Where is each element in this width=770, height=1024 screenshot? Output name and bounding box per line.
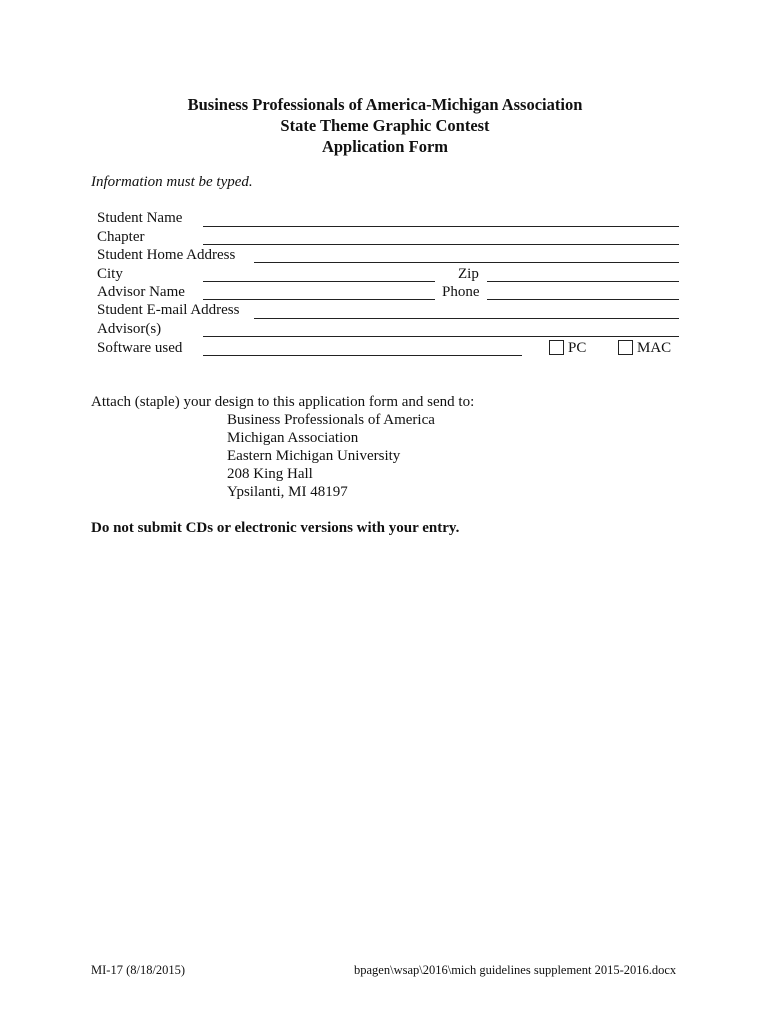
chapter-label: Chapter [97,229,145,245]
file-path-footer: bpagen\wsap\2016\mich guidelines supplement 2015-2016.docx [354,963,677,977]
student-name-field[interactable] [203,226,679,227]
address-line-city: Ypsilanti, MI 48197 [227,484,348,500]
chapter-field[interactable] [203,244,679,245]
pc-label: PC [568,340,587,356]
student-home-address-field[interactable] [254,262,679,263]
city-label: City [97,266,123,282]
advisors-label: Advisor(s) [97,321,162,337]
student-name-label: Student Name [97,210,183,226]
no-cd-warning: Do not submit CDs or electronic versions with your entry. [91,520,460,536]
mailing-instruction: Attach (staple) your design to this application form and send to: [91,394,475,410]
address-line-university: Eastern Michigan University [227,448,401,464]
address-line-building: 208 King Hall [227,466,313,482]
typed-instruction: Information must be typed. [91,174,253,190]
student-home-address-label: Student Home Address [97,247,236,263]
zip-field[interactable] [487,281,679,282]
address-line-organization: Business Professionals of America [227,412,435,428]
form-title-organization: Business Professionals of America-Michigan Association [187,95,583,114]
mac-label: MAC [637,340,672,356]
student-email-field[interactable] [254,318,679,319]
advisors-field[interactable] [203,336,679,337]
city-field[interactable] [203,281,435,282]
phone-label: Phone [442,284,480,300]
advisor-name-field[interactable] [203,299,435,300]
software-used-field[interactable] [203,355,522,356]
pc-checkbox[interactable] [549,340,564,355]
zip-label: Zip [458,266,479,282]
mac-checkbox[interactable] [618,340,633,355]
form-number-footer: MI-17 (8/18/2015) [91,963,186,977]
form-title-contest: State Theme Graphic Contest [280,116,490,135]
phone-field[interactable] [487,299,679,300]
student-email-label: Student E-mail Address [97,302,240,318]
address-line-association: Michigan Association [227,430,359,446]
advisor-name-label: Advisor Name [97,284,185,300]
software-used-label: Software used [97,340,183,356]
form-title-application: Application Form [321,137,449,156]
